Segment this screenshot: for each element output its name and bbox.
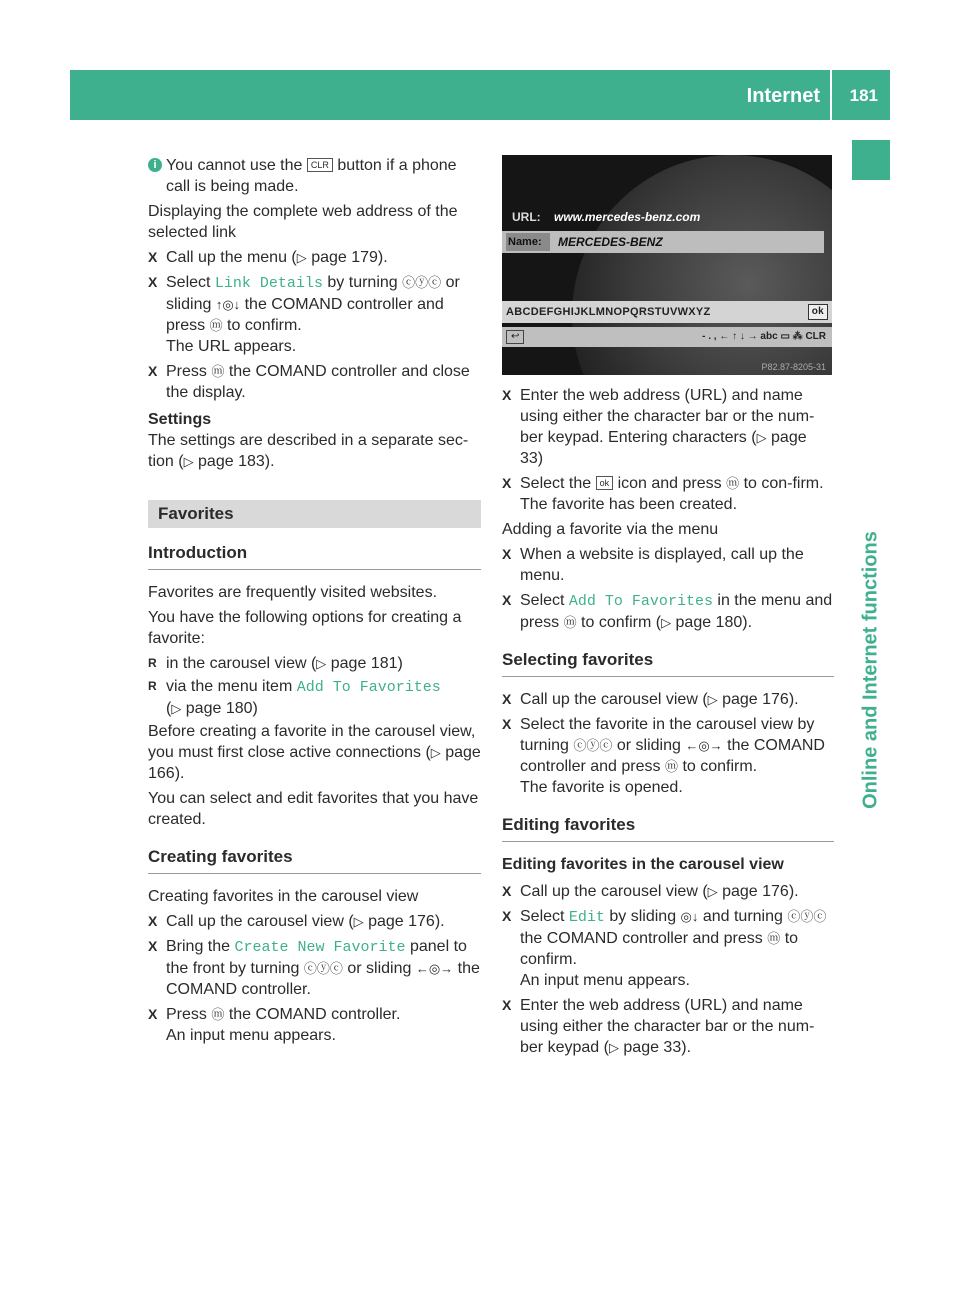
page-ref[interactable]: page 181 — [330, 655, 398, 672]
figure-code: P82.87-8205-31 — [761, 362, 826, 372]
step: X Enter the web address (URL) and name using either the character bar or the num-ber keypad. Entering characters (▷ page 33) — [502, 385, 834, 469]
step: X Press ⓜ the COMAND controller and close the display. — [148, 361, 481, 403]
step: X When a website is displayed, call up the menu. — [502, 544, 834, 586]
press-controller-icon: ⓜ — [211, 364, 225, 379]
slide-up-down-icon: ↑◎↓ — [215, 297, 241, 312]
back-icon: ↩ — [506, 330, 524, 344]
slide-left-right-icon: ←◎→ — [685, 738, 723, 753]
page-ref[interactable]: page 180 — [675, 614, 743, 631]
step: X Press ⓜ the COMAND controller. An input menu appears. — [148, 1004, 481, 1046]
creating-intro: Creating favorites in the carousel view — [148, 888, 419, 905]
side-tab-marker — [852, 140, 890, 180]
editing-subheading: Editing favorites in the carousel view — [502, 856, 784, 873]
step: X Call up the carousel view (▷ page 176). — [502, 881, 834, 902]
step-result: The URL appears. — [166, 338, 297, 355]
ok-icon: ok — [596, 476, 614, 490]
press-controller-icon: ⓜ — [664, 759, 678, 774]
side-tab-label: Online and Internet functions — [859, 531, 882, 809]
page-ref-icon: ▷ — [707, 884, 718, 899]
step: X Select Add To Favorites in the menu and press ⓜ to confirm (▷ page 180). — [502, 590, 834, 633]
page-ref-icon: ▷ — [171, 701, 182, 716]
step-result: An input menu appears. — [520, 972, 690, 989]
screen-name-value: MERCEDES-BENZ — [558, 235, 663, 249]
introduction-heading: Introduction — [148, 542, 481, 570]
page-ref-icon: ▷ — [608, 1040, 619, 1055]
page-ref[interactable]: page 33 — [520, 429, 807, 467]
page-ref[interactable]: page 180 — [185, 700, 253, 717]
step-result: The favorite has been created. — [520, 496, 738, 513]
slide-down-icon: ◎↓ — [680, 909, 699, 924]
page-ref-icon: ▷ — [707, 692, 718, 707]
menu-item-add-to-favorites: Add To Favorites — [296, 679, 441, 696]
screen-name-row — [502, 231, 824, 253]
character-bar: ABCDEFGHIJKLMNOPQRSTUVWXYZ ok — [502, 301, 832, 323]
page-ref[interactable]: page 176 — [722, 883, 789, 900]
press-controller-icon: ⓜ — [767, 931, 781, 946]
info-icon: i — [148, 158, 162, 172]
screen-url-label: URL: — [512, 210, 541, 224]
ok-icon: ok — [808, 304, 828, 320]
step: X Bring the Create New Favorite panel to the front by turning ⓒⓨⓒ or sliding ←◎→ the COMAND controller. — [148, 936, 481, 1000]
press-controller-icon: ⓜ — [563, 615, 577, 630]
comand-screen-image — [502, 155, 832, 375]
turn-controller-icon: ⓒⓨⓒ — [303, 961, 343, 976]
menu-intro: Adding a favorite via the menu — [502, 521, 719, 538]
page-ref[interactable]: page 176 — [368, 913, 435, 930]
tool-bar — [502, 327, 832, 347]
page-ref-icon: ▷ — [661, 615, 672, 630]
header-bar — [70, 70, 890, 120]
header-divider — [830, 70, 832, 120]
settings-heading: Settings — [148, 411, 212, 428]
info-note: i You cannot use the CLR button if a phone call is being made. — [148, 155, 481, 197]
step: X Enter the web address (URL) and name using either the character bar or the num-ber keypad (▷ page 33). — [502, 995, 834, 1058]
right-column — [502, 155, 834, 1062]
page-ref-icon: ▷ — [296, 250, 307, 265]
step: X Select the favorite in the carousel view by turning ⓒⓨⓒ or sliding ←◎→ the COMAND controller and press ⓜ to confirm. The favorite is opened. — [502, 714, 834, 798]
chapter-title: Internet — [746, 85, 820, 107]
display-link-text: Displaying the complete web address of the selected link — [148, 203, 458, 241]
press-controller-icon: ⓜ — [211, 1007, 225, 1022]
step-result: An input menu appears. — [166, 1027, 336, 1044]
intro-paragraph: You have the following options for creating a favorite: — [148, 609, 462, 647]
intro-paragraph: Favorites are frequently visited websites. — [148, 584, 438, 601]
page-ref-icon: ▷ — [353, 914, 364, 929]
settings-text: The settings are described in a separate sec-tion (▷ page 183). — [148, 432, 469, 470]
intro-paragraph: Before creating a favorite in the carousel view, you must first close active connections (▷ page 166). — [148, 723, 481, 782]
press-controller-icon: ⓜ — [209, 318, 223, 333]
selecting-favorites-heading: Selecting favorites — [502, 649, 834, 677]
side-tab — [852, 460, 890, 880]
page-ref-icon: ▷ — [756, 430, 767, 445]
turn-controller-icon: ⓒⓨⓒ — [787, 909, 827, 924]
step: X Call up the carousel view (▷ page 176). — [502, 689, 834, 710]
step: X Select Link Details by turning ⓒⓨⓒ or sliding ↑◎↓ the COMAND controller and press ⓜ to confirm. The URL appears. — [148, 272, 481, 357]
tool-icons: - . , ← ↑ ↓ → abc ▭ ⁂ CLR — [702, 331, 826, 342]
editing-favorites-heading: Editing favorites — [502, 814, 834, 842]
creating-favorites-heading: Creating favorites — [148, 846, 481, 874]
page-ref[interactable]: page 176 — [722, 691, 789, 708]
page-ref[interactable]: page 183 — [198, 453, 265, 470]
list-item: R in the carousel view (▷ page 181) — [148, 653, 481, 674]
page-ref[interactable]: page 166 — [148, 744, 481, 782]
turn-controller-icon: ⓒⓨⓒ — [573, 738, 613, 753]
menu-item-edit: Edit — [568, 909, 605, 926]
list-item: R via the menu item Add To Favorites (▷ page 180) — [148, 676, 481, 719]
panel-create-new-favorite: Create New Favorite — [234, 939, 406, 956]
step: X Select the ok icon and press ⓜ to con-firm. The favorite has been created. — [502, 473, 834, 515]
step: X Select Edit by sliding ◎↓ and turning ⓒⓨⓒ the COMAND controller and press ⓜ to confirm. An input menu appears. — [502, 906, 834, 991]
screen-url-value: www.mercedes-benz.com — [554, 210, 701, 224]
step: X Call up the carousel view (▷ page 176). — [148, 911, 481, 932]
screen-name-label: Name: — [506, 233, 550, 251]
clr-key-icon: CLR — [307, 158, 333, 172]
menu-item-link-details: Link Details — [214, 275, 323, 292]
menu-item-add-to-favorites: Add To Favorites — [568, 593, 713, 610]
page-ref-icon: ▷ — [183, 454, 194, 469]
turn-controller-icon: ⓒⓨⓒ — [402, 275, 442, 290]
page-ref-icon: ▷ — [430, 745, 441, 760]
left-column — [148, 155, 481, 1050]
page-ref[interactable]: page 33 — [623, 1039, 682, 1056]
slide-left-right-icon: ←◎→ — [415, 961, 454, 976]
step: X Call up the menu (▷ page 179). — [148, 247, 481, 268]
page-ref[interactable]: page 179 — [311, 249, 378, 266]
press-controller-icon: ⓜ — [726, 476, 740, 491]
page-number: 181 — [849, 86, 878, 105]
page-ref-icon: ▷ — [316, 656, 327, 671]
step-result: The favorite is opened. — [520, 779, 683, 796]
intro-paragraph: You can select and edit favorites that you have created. — [148, 790, 479, 828]
favorites-banner: Favorites — [148, 500, 481, 528]
